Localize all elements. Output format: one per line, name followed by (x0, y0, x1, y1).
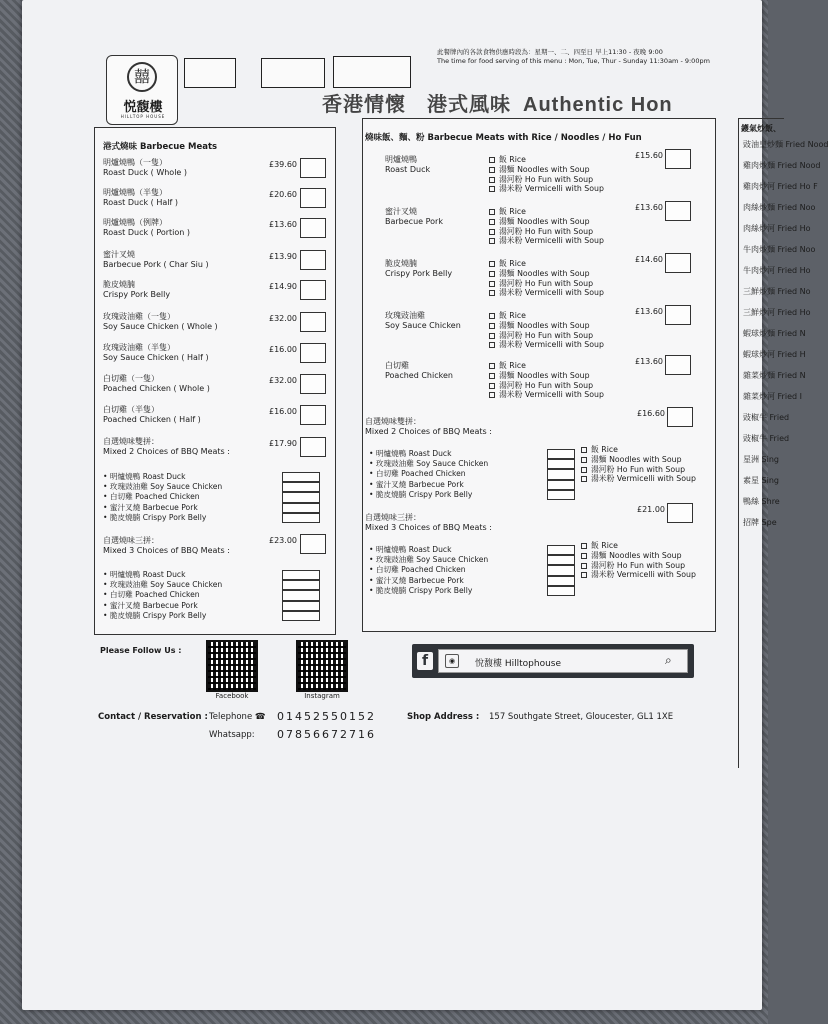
fried-noodles-panel (738, 118, 828, 768)
instagram-qr-code[interactable] (296, 640, 348, 692)
option-checkbox[interactable] (489, 167, 495, 173)
rice-option[interactable] (489, 361, 604, 371)
option-checkbox[interactable] (489, 209, 495, 215)
choice-tick-box[interactable] (282, 590, 320, 600)
rice-option[interactable] (489, 184, 604, 194)
rice-mix-options (581, 541, 696, 580)
rice-option-list (489, 361, 604, 400)
bbq-item-price: £13.90 (269, 252, 297, 261)
fried-item: 星洲 Sing (743, 455, 779, 464)
rice-item-cn: 蜜汁叉燒 (385, 207, 417, 216)
bbq-item-en: Mixed 2 Choices of BBQ Meats : (103, 447, 230, 456)
bbq-choice-item: • 脆皮燒腩 Crispy Pork Belly (103, 611, 222, 621)
rice-option[interactable] (489, 279, 604, 289)
instagram-qr-caption: Instagram (304, 692, 340, 700)
bbq-choice-item: • 白切雞 Poached Chicken (103, 492, 222, 502)
rice-option[interactable] (489, 390, 604, 400)
choice-tick-box[interactable] (547, 545, 575, 555)
rice-option-list (489, 207, 604, 246)
bbq-item-price: £39.60 (269, 160, 297, 169)
option-checkbox[interactable] (581, 543, 587, 549)
option-checkbox[interactable] (489, 383, 495, 389)
choice-tick-box[interactable] (282, 503, 320, 513)
bbq-item-price: £20.60 (269, 190, 297, 199)
rice-mix-choice: • 玫瑰豉油雞 Soy Sauce Chicken (369, 555, 488, 565)
option-checkbox[interactable] (489, 363, 495, 369)
follow-us-label: Please Follow Us : (100, 646, 182, 655)
bbq-item-en: Roast Duck ( Portion ) (103, 228, 191, 237)
telephone-label: Telephone ☎ (209, 712, 266, 722)
rice-option[interactable] (581, 474, 696, 484)
bbq-choice-item: • 蜜汁叉燒 Barbecue Pork (103, 503, 222, 513)
bbq-item-cn: 玫瑰豉油雞（半隻） (103, 343, 175, 352)
rice-mix-choice-list (369, 545, 488, 596)
bbq-item-en: Poached Chicken ( Whole ) (103, 384, 210, 393)
rice-item-en: Poached Chicken (385, 371, 453, 380)
bbq-item-cn: 自選燒味雙拼： (103, 437, 159, 446)
choice-tick-box[interactable] (547, 480, 575, 490)
rice-option[interactable] (489, 371, 604, 381)
option-checkbox[interactable] (489, 313, 495, 319)
option-label: 湯米粉 Vermicelli with Soup (591, 570, 696, 580)
fried-item: 肉絲炒麵 Fried Noo (743, 203, 816, 212)
bbq-mix3-en: Mixed 3 Choices of BBQ Meats : (103, 546, 230, 555)
rice-option[interactable] (489, 340, 604, 350)
rice-option[interactable] (489, 311, 604, 321)
search-icon[interactable]: ⌕ (665, 653, 672, 667)
option-checkbox[interactable] (489, 290, 495, 296)
option-label: 湯河粉 Ho Fun with Soup (499, 380, 594, 390)
rice-option[interactable] (489, 165, 604, 175)
fried-item: 素星 Sing (743, 476, 779, 485)
rice-item-price: £13.60 (635, 357, 663, 366)
rice-option[interactable] (581, 570, 696, 580)
guest-count-field[interactable] (261, 58, 325, 88)
bbq-item-en: Soy Sauce Chicken ( Whole ) (103, 322, 218, 331)
option-label: 湯河粉 Ho Fun with Soup (499, 278, 594, 288)
option-checkbox[interactable] (581, 447, 587, 453)
choice-tick-box[interactable] (282, 482, 320, 492)
rice-item-price: £15.60 (635, 151, 663, 160)
fried-item: 蝦球炒麵 Fried N (743, 329, 806, 338)
bbq-choice-item: • 玫瑰豉油雞 Soy Sauce Chicken (103, 482, 222, 492)
option-checkbox[interactable] (489, 186, 495, 192)
rice-mix-cn: 自選燒味三拼： (365, 513, 421, 522)
bbq-item-price: £14.90 (269, 282, 297, 291)
choice-tick-box[interactable] (547, 490, 575, 500)
bbq-quantity-box[interactable] (300, 312, 326, 332)
option-label: 湯河粉 Ho Fun with Soup (591, 560, 686, 570)
rice-option[interactable] (489, 321, 604, 331)
choice-tick-box[interactable] (282, 513, 320, 523)
bbq-quantity-box[interactable] (300, 218, 326, 238)
option-label: 飯 Rice (499, 259, 526, 268)
bbq-item-en: Poached Chicken ( Half ) (103, 415, 201, 424)
bbq-item-cn: 白切雞（半隻） (103, 405, 159, 414)
shop-address-label: Shop Address : (407, 712, 480, 722)
bbq-choice-item: • 明爐燒鴨 Roast Duck (103, 570, 222, 580)
bbq-item-price: £17.90 (269, 439, 297, 448)
rice-item-price: £13.60 (635, 203, 663, 212)
logo-emblem-icon: 囍 (127, 62, 157, 92)
bbq-quantity-box[interactable] (300, 405, 326, 425)
fried-item: 雞肉炒河 Fried Ho F (743, 182, 818, 191)
option-checkbox[interactable] (581, 467, 587, 473)
option-label: 湯米粉 Vermicelli with Soup (499, 390, 604, 400)
rice-mix-choice: • 明爐燒鴨 Roast Duck (369, 449, 488, 459)
rice-quantity-box[interactable] (665, 355, 691, 375)
option-label: 湯米粉 Vermicelli with Soup (499, 340, 604, 350)
fried-item: 三鮮炒河 Fried Ho (743, 308, 811, 317)
choice-tick-box[interactable] (282, 492, 320, 502)
rice-option[interactable] (581, 455, 696, 465)
rice-option-list (489, 311, 604, 350)
choice-tick-box[interactable] (547, 555, 575, 565)
option-label: 飯 Rice (499, 311, 526, 320)
option-checkbox[interactable] (489, 333, 495, 339)
rice-item-cn: 玫瑰豉油雞 (385, 311, 425, 320)
option-checkbox[interactable] (489, 373, 495, 379)
option-label: 飯 Rice (591, 541, 618, 550)
option-checkbox[interactable] (489, 238, 495, 244)
fried-item: 雜菜炒河 Fried I (743, 392, 802, 401)
rice-mix-choice: • 明爐燒鴨 Roast Duck (369, 545, 488, 555)
bbq-choice-item: • 明爐燒鴨 Roast Duck (103, 472, 222, 482)
rice-mix-price: £16.60 (637, 409, 665, 418)
rice-mix-cn: 自選燒味雙拼： (365, 417, 421, 426)
rice-quantity-box[interactable] (667, 407, 693, 427)
facebook-icon: f (417, 652, 433, 670)
bbq-item-en: Barbecue Pork ( Char Siu ) (103, 260, 209, 269)
bbq-item-price: £32.00 (269, 376, 297, 385)
rice-mix-choice: • 蜜汁叉燒 Barbecue Pork (369, 480, 488, 490)
bbq-mix3-cn: 自選燒味三拼： (103, 536, 159, 545)
option-label: 飯 Rice (499, 207, 526, 216)
logo-chinese-name: 悦馥樓 (123, 100, 163, 115)
rice-option[interactable] (581, 551, 696, 561)
bbq-quantity-box[interactable] (300, 374, 326, 394)
rice-item-cn: 脆皮燒腩 (385, 259, 417, 268)
rice-item-price: £13.60 (635, 307, 663, 316)
choice-tick-box[interactable] (282, 580, 320, 590)
option-label: 飯 Rice (499, 155, 526, 164)
option-label: 湯河粉 Ho Fun with Soup (499, 174, 594, 184)
rice-item-price: £14.60 (635, 255, 663, 264)
rice-item-en: Barbecue Pork (385, 217, 443, 226)
fried-item: 豉椒牛 Fried (743, 413, 790, 422)
option-checkbox[interactable] (489, 342, 495, 348)
bbq-item-en: Soy Sauce Chicken ( Half ) (103, 353, 209, 362)
rice-quantity-box[interactable] (667, 503, 693, 523)
restaurant-logo (106, 55, 178, 125)
fried-item: 雞肉炒麵 Fried Nood (743, 161, 821, 170)
bbq-item-cn: 明爐燒鴨（例牌） (103, 218, 167, 227)
choice-tick-box[interactable] (547, 449, 575, 459)
bbq-section-title: 港式燒味 Barbecue Meats (103, 142, 218, 152)
choice-tick-box[interactable] (282, 611, 320, 621)
choice-tick-box[interactable] (282, 601, 320, 611)
bbq-choice-item: • 白切雞 Poached Chicken (103, 590, 222, 600)
option-label: 湯河粉 Ho Fun with Soup (499, 226, 594, 236)
hours-english: The time for food serving of this menu : Mon, Tue, Thur - Sunday 11:30am - 9:00pm (437, 57, 710, 65)
bbq-quantity-box[interactable] (300, 343, 326, 363)
rice-mix-choice-list (369, 449, 488, 500)
menu-sheet (22, 0, 828, 1010)
rice-mix-choice: • 白切雞 Poached Chicken (369, 469, 488, 479)
banner-english: Authentic Hon (523, 94, 673, 116)
rice-quantity-box[interactable] (665, 149, 691, 169)
rice-noodles-panel (362, 118, 716, 632)
rice-mix-choice: • 玫瑰豉油雞 Soy Sauce Chicken (369, 459, 488, 469)
fried-item: 豉椒牛 Fried (743, 434, 790, 443)
bbq-item-cn: 玫瑰豉油雞（一隻） (103, 312, 175, 321)
rice-item-en: Roast Duck (385, 165, 431, 174)
bbq-choice-list (103, 570, 222, 621)
option-checkbox[interactable] (489, 229, 495, 235)
option-label: 湯米粉 Vermicelli with Soup (499, 236, 604, 246)
option-label: 湯河粉 Ho Fun with Soup (591, 464, 686, 474)
rice-option[interactable] (581, 445, 696, 455)
rice-option-list (489, 155, 604, 194)
option-label: 湯麵 Noodles with Soup (499, 216, 590, 226)
bbq-item-price: £16.00 (269, 407, 297, 416)
fried-item: 鴨絲 Shre (743, 497, 780, 506)
whatsapp-number[interactable]: 07856672716 (277, 728, 376, 741)
option-label: 湯麵 Noodles with Soup (591, 550, 682, 560)
fried-item: 牛肉炒河 Fried Ho (743, 266, 811, 275)
option-checkbox[interactable] (489, 281, 495, 287)
option-checkbox[interactable] (489, 271, 495, 277)
bbq-choice-list (103, 472, 222, 523)
facebook-page-name: 悅馥樓 Hilltophouse (475, 659, 562, 669)
bbq-item-price: £16.00 (269, 345, 297, 354)
rice-option[interactable] (489, 217, 604, 227)
bbq-item-cn: 明爐燒鴨（半隻） (103, 188, 167, 197)
choice-tick-box[interactable] (547, 565, 575, 575)
rice-mix-en: Mixed 3 Choices of BBQ Meats : (365, 523, 492, 532)
choice-tick-box[interactable] (547, 576, 575, 586)
option-label: 湯麵 Noodles with Soup (591, 454, 682, 464)
bbq-quantity-box[interactable] (300, 158, 326, 178)
bbq-mix3-price: £23.00 (269, 536, 297, 545)
table-number-field[interactable] (184, 58, 236, 88)
option-label: 湯米粉 Vermicelli with Soup (499, 184, 604, 194)
rice-item-en: Soy Sauce Chicken (385, 321, 461, 330)
rice-option[interactable] (489, 259, 604, 269)
option-label: 湯麵 Noodles with Soup (499, 370, 590, 380)
rice-quantity-box[interactable] (665, 305, 691, 325)
facebook-qr-caption: Facebook (215, 692, 249, 700)
rice-option[interactable] (489, 269, 604, 279)
rice-option[interactable] (581, 465, 696, 475)
bbq-quantity-box[interactable] (300, 437, 326, 457)
hours-chinese: 此餐牌內的各款食物供應時段為：星期一、二、四至日 早上11:30 - 夜晚 9:00 (437, 48, 663, 56)
fried-item: 蝦球炒河 Fried H (743, 350, 806, 359)
choice-tick-box[interactable] (547, 469, 575, 479)
rice-mix-en: Mixed 2 Choices of BBQ Meats : (365, 427, 492, 436)
option-checkbox[interactable] (489, 219, 495, 225)
bbq-quantity-box[interactable] (300, 188, 326, 208)
option-checkbox[interactable] (581, 572, 587, 578)
option-checkbox[interactable] (581, 457, 587, 463)
bbq-item-cn: 脆皮燒腩 (103, 280, 135, 289)
choice-tick-box[interactable] (547, 586, 575, 596)
option-label: 湯米粉 Vermicelli with Soup (499, 288, 604, 298)
rice-mix-choice: • 脆皮燒腩 Crispy Pork Belly (369, 490, 488, 500)
bbq-meats-panel (94, 127, 336, 635)
contact-label: Contact / Reservation : (98, 712, 208, 722)
option-checkbox[interactable] (489, 323, 495, 329)
rice-mix-choice: • 脆皮燒腩 Crispy Pork Belly (369, 586, 488, 596)
rice-option[interactable] (489, 207, 604, 217)
whatsapp-label: Whatsapp: (209, 730, 255, 740)
option-label: 湯麵 Noodles with Soup (499, 164, 590, 174)
rice-item-cn: 明爐燒鴨 (385, 155, 417, 164)
option-label: 飯 Rice (591, 445, 618, 454)
facebook-qr-code[interactable] (206, 640, 258, 692)
bbq-quantity-box[interactable] (300, 534, 326, 554)
option-label: 湯麵 Noodles with Soup (499, 268, 590, 278)
rice-quantity-box[interactable] (665, 201, 691, 221)
bbq-item-en: Roast Duck ( Half ) (103, 198, 178, 207)
serving-hours (437, 48, 767, 66)
choice-tick-box[interactable] (282, 472, 320, 482)
rice-mix-price: £21.00 (637, 505, 665, 514)
bbq-quantity-box[interactable] (300, 250, 326, 270)
rice-option[interactable] (489, 331, 604, 341)
rice-option[interactable] (489, 381, 604, 391)
rice-option-list (489, 259, 604, 298)
fried-item: 肉絲炒河 Fried Ho (743, 224, 811, 233)
rice-option[interactable] (581, 541, 696, 551)
choice-tick-box[interactable] (282, 570, 320, 580)
staff-name-field[interactable] (333, 56, 411, 88)
menu-banner (322, 88, 762, 117)
option-checkbox[interactable] (581, 553, 587, 559)
choice-tick-box[interactable] (547, 459, 575, 469)
rice-option[interactable] (489, 236, 604, 246)
bbq-item-en: Roast Duck ( Whole ) (103, 168, 187, 177)
option-checkbox[interactable] (489, 177, 495, 183)
option-checkbox[interactable] (489, 261, 495, 267)
fried-item: 三鮮炒麵 Fried No (743, 287, 811, 296)
facebook-search-bar[interactable] (412, 644, 694, 678)
bbq-item-cn: 明爐燒鴨（一隻） (103, 158, 167, 167)
fried-item: 牛肉炒麵 Fried Noo (743, 245, 816, 254)
bbq-choice-item: • 蜜汁叉燒 Barbecue Pork (103, 601, 222, 611)
banner-chinese: 香港情懷 港式風味 (322, 92, 511, 116)
rice-option[interactable] (489, 155, 604, 165)
bbq-item-cn: 蜜汁叉燒 (103, 250, 135, 259)
fried-item: 招牌 Spe (743, 518, 777, 527)
rice-option[interactable] (489, 227, 604, 237)
rice-item-en: Crispy Pork Belly (385, 269, 453, 278)
option-label: 飯 Rice (499, 361, 526, 370)
bbq-item-en: Crispy Pork Belly (103, 290, 171, 299)
rice-mix-options (581, 445, 696, 484)
rice-mix-choice: • 白切雞 Poached Chicken (369, 565, 488, 575)
bbq-item-cn: 白切雞（一隻） (103, 374, 159, 383)
fried-section-title: 鑊氣炒飯、 (741, 124, 781, 133)
bbq-item-price: £13.60 (269, 220, 297, 229)
logo-english-name: HILLTOP HOUSE (120, 114, 166, 119)
bbq-choice-item: • 玫瑰豉油雞 Soy Sauce Chicken (103, 580, 222, 590)
option-checkbox[interactable] (581, 563, 587, 569)
option-label: 湯河粉 Ho Fun with Soup (499, 330, 594, 340)
option-label: 湯米粉 Vermicelli with Soup (591, 474, 696, 484)
fried-item: 雜菜炒麵 Fried N (743, 371, 806, 380)
bbq-quantity-box[interactable] (300, 280, 326, 300)
rice-item-cn: 白切雞 (385, 361, 409, 370)
facebook-page-field[interactable] (438, 649, 688, 673)
rice-quantity-box[interactable] (665, 253, 691, 273)
telephone-number[interactable]: 01452550152 (277, 710, 376, 723)
rice-option[interactable] (489, 288, 604, 298)
option-checkbox[interactable] (581, 476, 587, 482)
option-checkbox[interactable] (489, 157, 495, 163)
rice-section-title: 燒味飯、麵、粉 Barbecue Meats with Rice / Noodles / Ho Fun (365, 133, 642, 143)
option-checkbox[interactable] (489, 392, 495, 398)
rice-option[interactable] (581, 561, 696, 571)
rice-mix-choice: • 蜜汁叉燒 Barbecue Pork (369, 576, 488, 586)
fried-item: 豉油皇炒麵 Fried Nood (743, 140, 828, 149)
page-avatar-icon: ◉ (445, 654, 459, 668)
shop-address: 157 Southgate Street, Gloucester, GL1 1XE (489, 712, 674, 722)
bbq-item-price: £32.00 (269, 314, 297, 323)
bbq-choice-item: • 脆皮燒腩 Crispy Pork Belly (103, 513, 222, 523)
rice-option[interactable] (489, 175, 604, 185)
option-label: 湯麵 Noodles with Soup (499, 320, 590, 330)
